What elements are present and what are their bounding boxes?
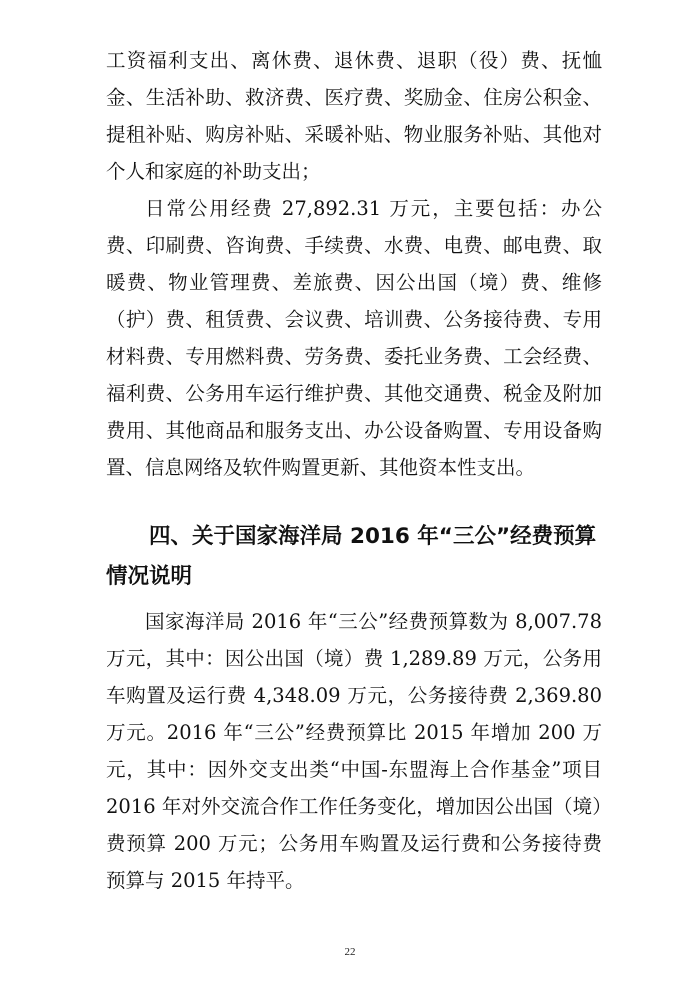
public-expense-paragraph: 日常公用经费 27,892.31 万元，主要包括：办公费、印刷费、咨询费、手续费、水费、电费、邮电费、取暖费、物业管理费、差旅费、因公出国（境）费、维修（护）费、租赁费、会议费、培训费、公务接待费、专用材料费、专用燃料费、劳务费、委托业务费、工会经费、福利费、公务用车运行维护费、其他交通费、税金及附加费用、其他商品和服务支出、办公设备购置、专用设备购置、信息网络及软件购置更新、其他资本性支出。 bbox=[106, 197, 602, 479]
page-number: 22 bbox=[344, 946, 356, 958]
three-public-expenses-heading: 四、关于国家海洋局 2016 年“三公”经费预算情况说明 bbox=[106, 524, 597, 589]
continued-expense-paragraph: 工资福利支出、离休费、退休费、退职（役）费、抚恤金、生活补助、救济费、医疗费、奖励金、住房公积金、提租补贴、购房补贴、采暖补贴、物业服务补贴、其他对个人和家庭的补助支出； bbox=[106, 49, 602, 183]
document-body bbox=[106, 42, 602, 899]
three-public-expenses-paragraph: 国家海洋局 2016 年“三公”经费预算数为 8,007.78 万元，其中：因公出国（境）费 1,289.89 万元，公务用车购置及运行费 4,348.09 万元，公务接待费 2,369.80 万元。2016 年“三公”经费预算比 2015 年增加 200 万元，其中：因外交支出类“中国-东盟海上合作基金”项目 2016 年对外交流合作工作任务变化，增加因公出国（境）费预算 200 万元；公务用车购置及运行费和公务接待费预算与 2015 年持平。 bbox=[106, 610, 602, 892]
